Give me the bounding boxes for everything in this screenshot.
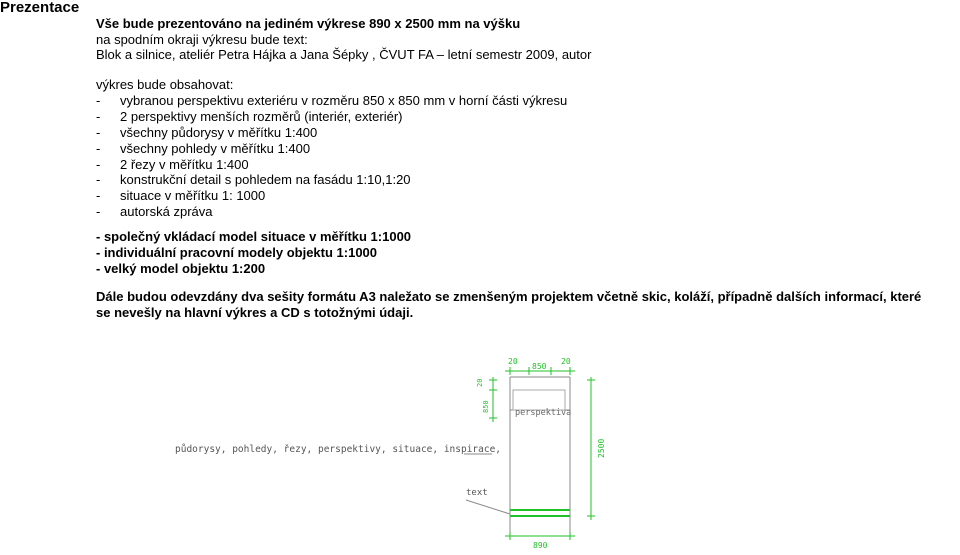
label-perspektiva: perspektiva: [515, 408, 572, 418]
closing-paragraph: [96, 289, 960, 321]
list-dash: -: [96, 140, 101, 156]
left-dimension: [476, 377, 497, 422]
list-item: [96, 204, 567, 220]
model-line: - společný vkládací model situace v měřítku 1:1000: [96, 229, 412, 244]
list-item: [96, 141, 567, 157]
dim-side-small: 20: [476, 378, 484, 387]
closing-line: se nevešly na hlavní výkres a CD s totožnými údaji.: [96, 305, 414, 320]
contents-title: výkres bude obsahovat:: [96, 77, 234, 92]
intro-block: [96, 16, 591, 63]
list-item: [96, 157, 567, 173]
list-dash: -: [96, 108, 101, 124]
model-line: - velký model objektu 1:200: [96, 261, 266, 276]
models-block: [96, 229, 411, 277]
list-item: [96, 93, 567, 109]
contents-annotation: [175, 444, 501, 455]
list-item-text: konstrukční detail s pohledem na fasádu 1:10,1:20: [120, 172, 411, 188]
intro-line-caption-note: na spodním okraji výkresu bude text:: [96, 31, 308, 47]
right-dimension: [587, 377, 606, 520]
list-item-text: 2 řezy v měřítku 1:400: [120, 156, 249, 172]
list-item: [96, 109, 567, 125]
list-dash: -: [96, 93, 101, 108]
label-contents: půdorysy, pohledy, řezy, perspektivy, situace, inspirace,: [175, 444, 502, 455]
top-dimension: [505, 357, 575, 375]
list-item-text: autorská zpráva: [120, 204, 213, 220]
dim-top-mid: 850: [532, 362, 547, 371]
layout-sketch: [0, 350, 960, 555]
dim-top-right: 20: [561, 357, 571, 366]
dim-side-850: 850: [482, 400, 490, 413]
model-line: - individuální pracovní modely objektu 1:1000: [96, 245, 378, 260]
list-item-text: všechny pohledy v měřítku 1:400: [120, 140, 311, 156]
list-dash: -: [96, 188, 101, 204]
section-heading: Prezentace: [0, 0, 80, 16]
list-dash: -: [96, 124, 101, 140]
dim-bottom: 890: [533, 541, 548, 550]
list-dash: -: [96, 204, 101, 220]
closing-line: Dále budou odevzdány dva sešity formátu A3 naležato se zmenšeným projektem včetně skic, koláží, případně dalších informací, které: [96, 289, 922, 304]
intro-line-format: Vše bude prezentováno na jediném výkrese 890 x 2500 mm na výšku: [96, 16, 521, 31]
contents-list: [96, 93, 567, 220]
sheet-outline: [510, 377, 570, 532]
list-item: [96, 125, 567, 141]
list-item-text: všechny půdorysy v měřítku 1:400: [120, 124, 318, 140]
text-annotation: [466, 488, 570, 516]
list-item-text: situace v měřítku 1: 1000: [120, 188, 266, 204]
intro-line-caption: Blok a silnice, ateliér Petra Hájka a Jana Šépky , ČVUT FA – letní semestr 2009, autor: [96, 47, 592, 62]
bottom-dimension: [505, 532, 575, 550]
label-text: text: [466, 488, 488, 498]
list-dash: -: [96, 172, 101, 188]
list-item-text: vybranou perspektivu exteriéru v rozměru 850 x 850 mm v horní části výkresu: [120, 93, 568, 108]
dim-top-left: 20: [508, 357, 518, 366]
list-item: [96, 172, 567, 188]
dim-side-2500: 2500: [597, 438, 606, 458]
list-item: [96, 188, 567, 204]
list-dash: -: [96, 156, 101, 172]
list-item-text: 2 perspektivy menších rozměrů (interiér, exteriér): [120, 108, 403, 124]
